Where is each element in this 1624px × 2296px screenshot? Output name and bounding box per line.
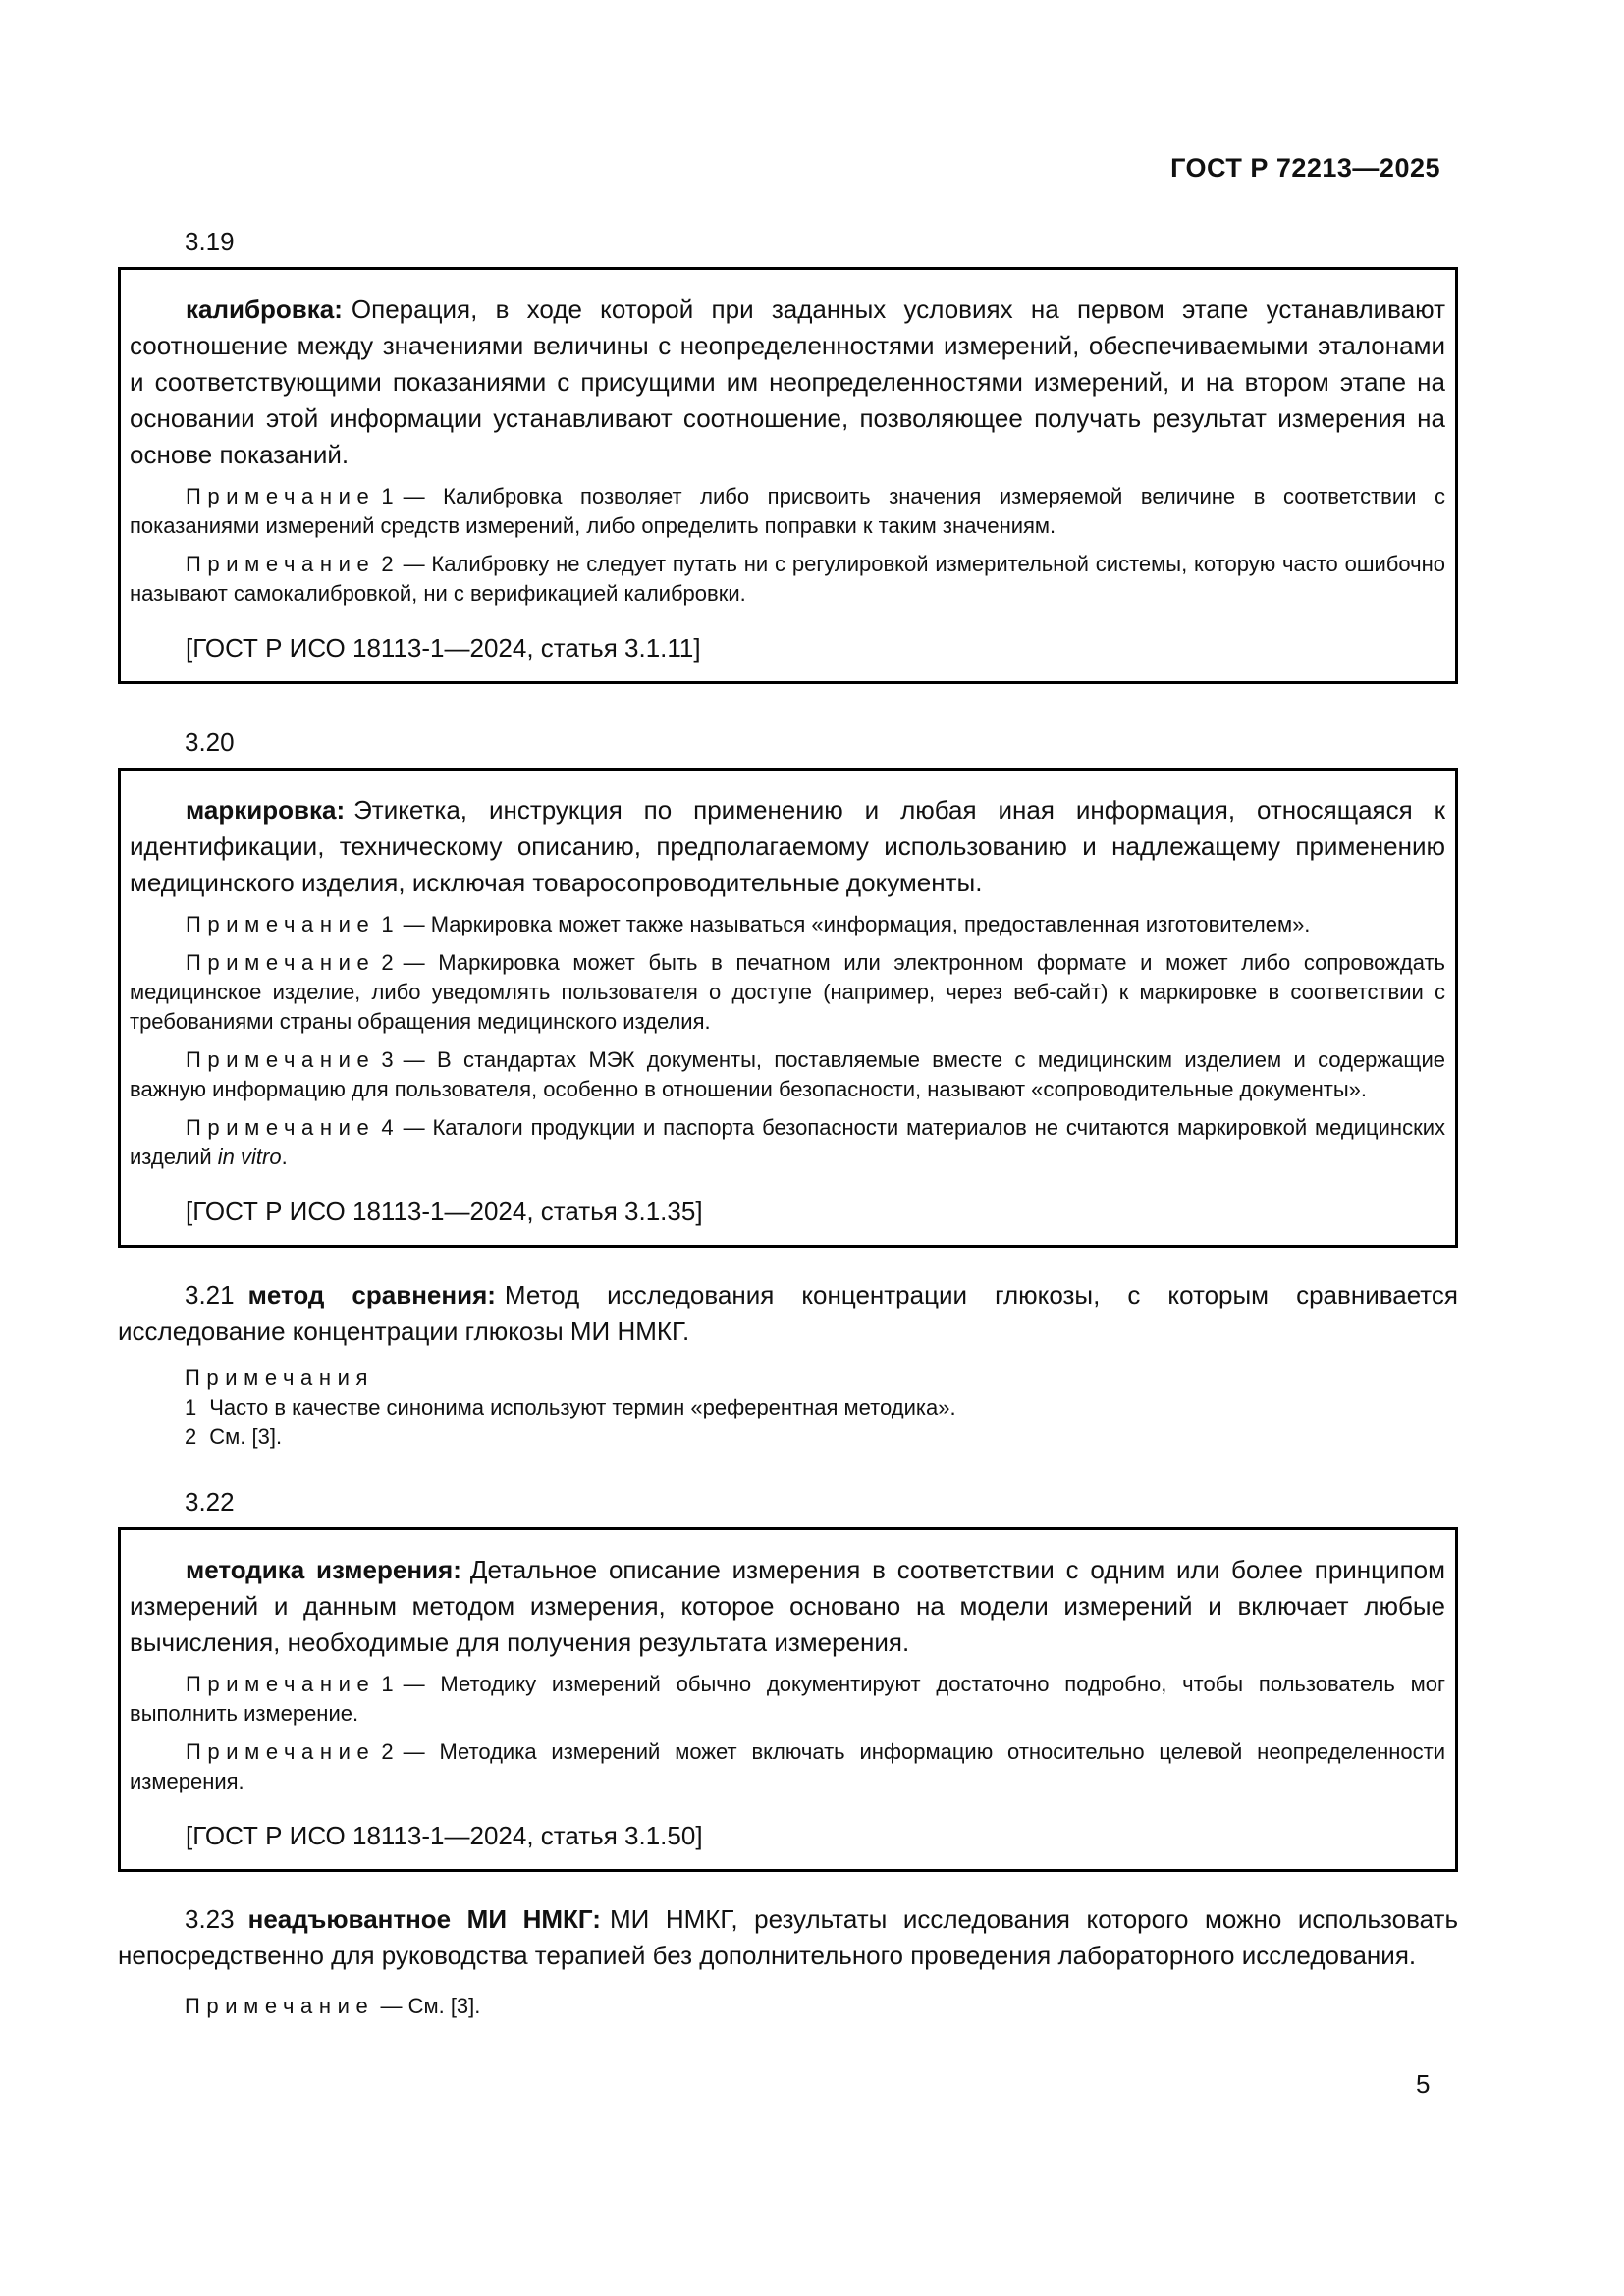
standard-designation: ГОСТ Р 72213—2025: [1170, 153, 1440, 183]
definition-text: Метод исследования концентрации глюкозы, с которым сравнивается исследование концентрации глюкозы МИ НМКГ.: [118, 1280, 1458, 1346]
notes-heading: Примечания: [185, 1365, 375, 1390]
section-number-3-20: 3.20: [185, 727, 235, 757]
note-2: Примечание 2 — Калибровку не следует путать ни с регулировкой измерительной системы, которую часто ошибочно называют самокалибровкой, ни с верификацией калибровки.: [130, 552, 1445, 606]
page-number: 5: [1416, 2069, 1431, 2099]
note-1: Примечание 1 — Калибровка позволяет либо присвоить значения измеряемой величине в соответствии с показаниями измерений средств измерений, либо определить поправки к таким значениям.: [130, 484, 1445, 538]
section-number-3-23: 3.23: [185, 1904, 235, 1934]
latin-term: in vitro: [217, 1145, 282, 1169]
term-comparison-method: метод сравнения:: [247, 1280, 496, 1309]
note-2: Примечание 2 — Методика измерений может включать информацию относительно целевой неопределенности измерения.: [130, 1739, 1445, 1793]
definition-text: МИ НМКГ, результаты исследования которого можно использовать непосредственно для руководства терапией без дополнительного проведения лабораторного исследования.: [118, 1904, 1458, 1970]
section-number-3-22: 3.22: [185, 1487, 235, 1517]
definition-box-3-22: [118, 1527, 1458, 1872]
source-citation: [ГОСТ Р ИСО 18113-1—2024, статья 3.1.50]: [186, 1821, 703, 1850]
note-2: 2 См. [3].: [185, 1424, 283, 1449]
definition-text: Операция, в ходе которой при заданных условиях на первом этапе устанавливают соотношение между значениями величины с неопределенностями измерений, обеспечиваемыми эталонами и соответствующими показаниями с присущими им неопределенностями измерений, и на втором этапе на основании этой информации устанавливают соотношение, позволяющее получать результат измерения на основе показаний.: [130, 294, 1445, 469]
definition-paragraph: [130, 792, 1445, 901]
definition-box-3-20: [118, 768, 1458, 1248]
term-labeling: маркировка:: [186, 795, 346, 825]
note-1: Примечание 1 — Маркировка может также называться «информация, предоставленная изготовителем».: [186, 912, 1311, 936]
definition-text: Детальное описание измерения в соответствии с одним или более принципом измерений и данным методом измерения, которое основано на модели измерений и включает любые вычисления, необходимые для получения результата измерения.: [130, 1555, 1445, 1657]
section-number-3-19: 3.19: [185, 227, 235, 256]
note-1: 1 Часто в качестве синонима используют термин «референтная методика».: [185, 1395, 956, 1419]
definition-text: Этикетка, инструкция по применению и любая иная информация, относящаяся к идентификации, техническому описанию, предполагаемому использованию и надлежащему применению медицинского изделия, исключая товаросопроводительные документы.: [130, 795, 1445, 897]
definition-paragraph: [130, 1552, 1445, 1661]
section-number-3-21: 3.21: [185, 1280, 235, 1309]
term-measurement-procedure: методика измерения:: [186, 1555, 461, 1584]
section-3-21-paragraph: [118, 1277, 1458, 1350]
term-calibration: калибровка:: [186, 294, 343, 324]
definition-paragraph: [130, 292, 1445, 473]
section-3-23-paragraph: [118, 1901, 1458, 1974]
source-citation: [ГОСТ Р ИСО 18113-1—2024, статья 3.1.35]: [186, 1197, 703, 1226]
note-3: Примечание 3 — В стандартах МЭК документы, поставляемые вместе с медицинским изделием и содержащие важную информацию для пользователя, особенно в отношении безопасности, называют «сопроводительные документы».: [130, 1047, 1445, 1101]
note-2: Примечание 2 — Маркировка может быть в печатном или электронном формате и может либо сопровождать медицинское изделие, либо уведомлять пользователя о доступе (например, через веб-сайт) к маркировке в соответствии с требованиями страны обращения медицинского изделия.: [130, 950, 1445, 1034]
page-content: [118, 0, 1458, 2021]
term-non-adjuvant: неадъювантное МИ НМКГ:: [247, 1904, 601, 1934]
definition-box-3-19: [118, 267, 1458, 684]
note: Примечание — См. [3].: [185, 1994, 481, 2018]
note-1: Примечание 1 — Методику измерений обычно документируют достаточно подробно, чтобы пользователь мог выполнить измерение.: [130, 1672, 1445, 1726]
note-4: Примечание 4 — Каталоги продукции и паспорта безопасности материалов не считаются маркировкой медицинских изделий in vitro.: [130, 1115, 1445, 1169]
source-citation: [ГОСТ Р ИСО 18113-1—2024, статья 3.1.11]: [186, 633, 701, 663]
